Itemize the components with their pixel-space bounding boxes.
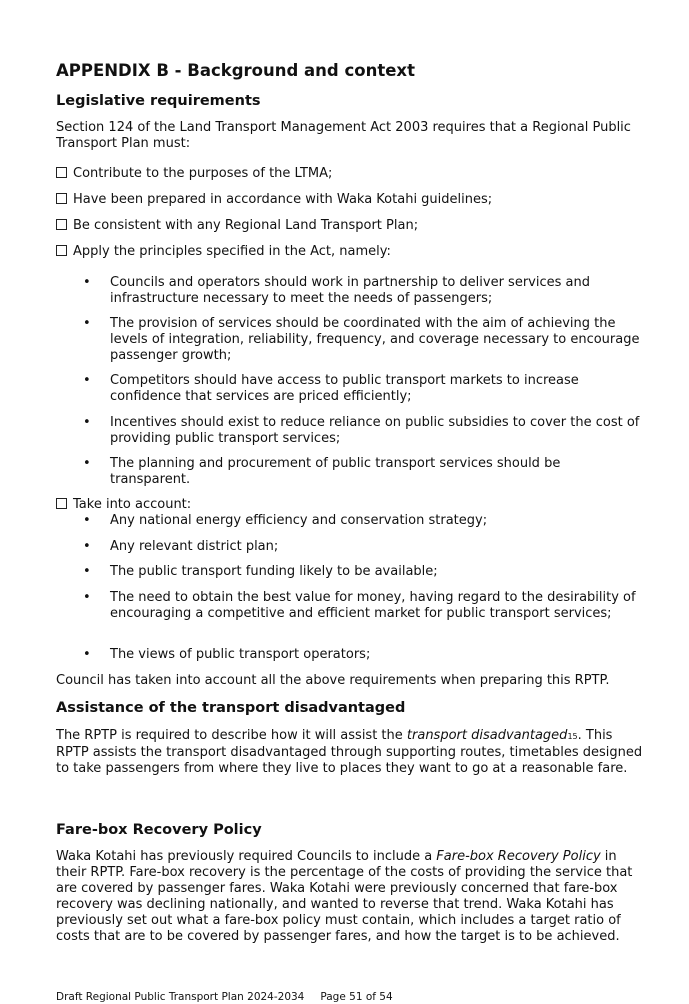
account-item: • Any national energy efficiency and conservation strategy; bbox=[110, 513, 640, 529]
legislative-heading: Legislative requirements bbox=[56, 93, 261, 109]
checkbox-item: Apply the principles specified in the Act, namely: bbox=[56, 244, 391, 260]
account-item: • The public transport funding likely to be available; bbox=[110, 564, 640, 580]
footnote-marker: 15 bbox=[567, 732, 578, 741]
checkbox-item: Have been prepared in accordance with Waka Kotahi guidelines; bbox=[56, 192, 492, 208]
footer-doc-title: Draft Regional Public Transport Plan 2024-2034 bbox=[56, 991, 305, 1003]
page-footer bbox=[56, 991, 393, 1003]
principle-item: • The provision of services should be coordinated with the aim of achieving the levels of integration, reliability, frequency, and coverage necessary to encourage passenger growth; bbox=[110, 316, 640, 364]
farebox-heading: Fare-box Recovery Policy bbox=[56, 822, 262, 838]
account-item: • The need to obtain the best value for money, having regard to the desirability of encouraging a competitive and efficient market for public transport services; bbox=[110, 590, 640, 622]
checkbox-icon bbox=[56, 193, 67, 204]
account-item: • The views of public transport operators; bbox=[110, 647, 640, 663]
disadvantaged-paragraph: The RPTP is required to describe how it will assist the transport disadvantaged15. This RPTP assists the transport disadvantaged through supporting routes, timetables designed to take passengers from where they live to places they want to go at a reasonable fare. bbox=[56, 728, 643, 776]
checkbox-icon bbox=[56, 219, 67, 230]
checkbox-item: Be consistent with any Regional Land Transport Plan; bbox=[56, 218, 418, 234]
appendix-title: APPENDIX B - Background and context bbox=[56, 61, 415, 80]
checkbox-icon bbox=[56, 167, 67, 178]
checkbox-item: Contribute to the purposes of the LTMA; bbox=[56, 166, 332, 182]
principle-item: • The planning and procurement of public transport services should be transparent. bbox=[110, 456, 640, 488]
disadvantaged-heading: Assistance of the transport disadvantaged bbox=[56, 700, 406, 716]
principle-item: • Councils and operators should work in partnership to deliver services and infrastructure necessary to meet the needs of passengers; bbox=[110, 275, 640, 307]
principle-item: • Incentives should exist to reduce reliance on public subsidies to cover the cost of providing public transport services; bbox=[110, 415, 640, 447]
checkbox-item: Take into account: bbox=[56, 497, 191, 513]
principle-item: • Competitors should have access to public transport markets to increase confidence that services are priced efficiently; bbox=[110, 373, 640, 405]
legislative-conclusion: Council has taken into account all the above requirements when preparing this RPTP. bbox=[56, 673, 610, 688]
checkbox-icon bbox=[56, 498, 67, 509]
checkbox-icon bbox=[56, 245, 67, 256]
legislative-intro: Section 124 of the Land Transport Management Act 2003 requires that a Regional Public Transport Plan must: bbox=[56, 120, 631, 151]
farebox-paragraph: Waka Kotahi has previously required Councils to include a Fare-box Recovery Policy in their RPTP. Fare-box recovery is the percentage of the costs of providing the service that are covered by passenger fares. Waka Kotahi were previously concerned that fare-box recovery was declining nationally, and wanted to reverse that trend. Waka Kotahi has previously set out what a fare-box policy must contain, which includes a target ratio of costs that are to be covered by passenger fares, and how the target is to be achieved. bbox=[56, 849, 633, 944]
account-item: • Any relevant district plan; bbox=[110, 539, 640, 555]
footer-page-number: Page 51 of 54 bbox=[320, 991, 393, 1003]
